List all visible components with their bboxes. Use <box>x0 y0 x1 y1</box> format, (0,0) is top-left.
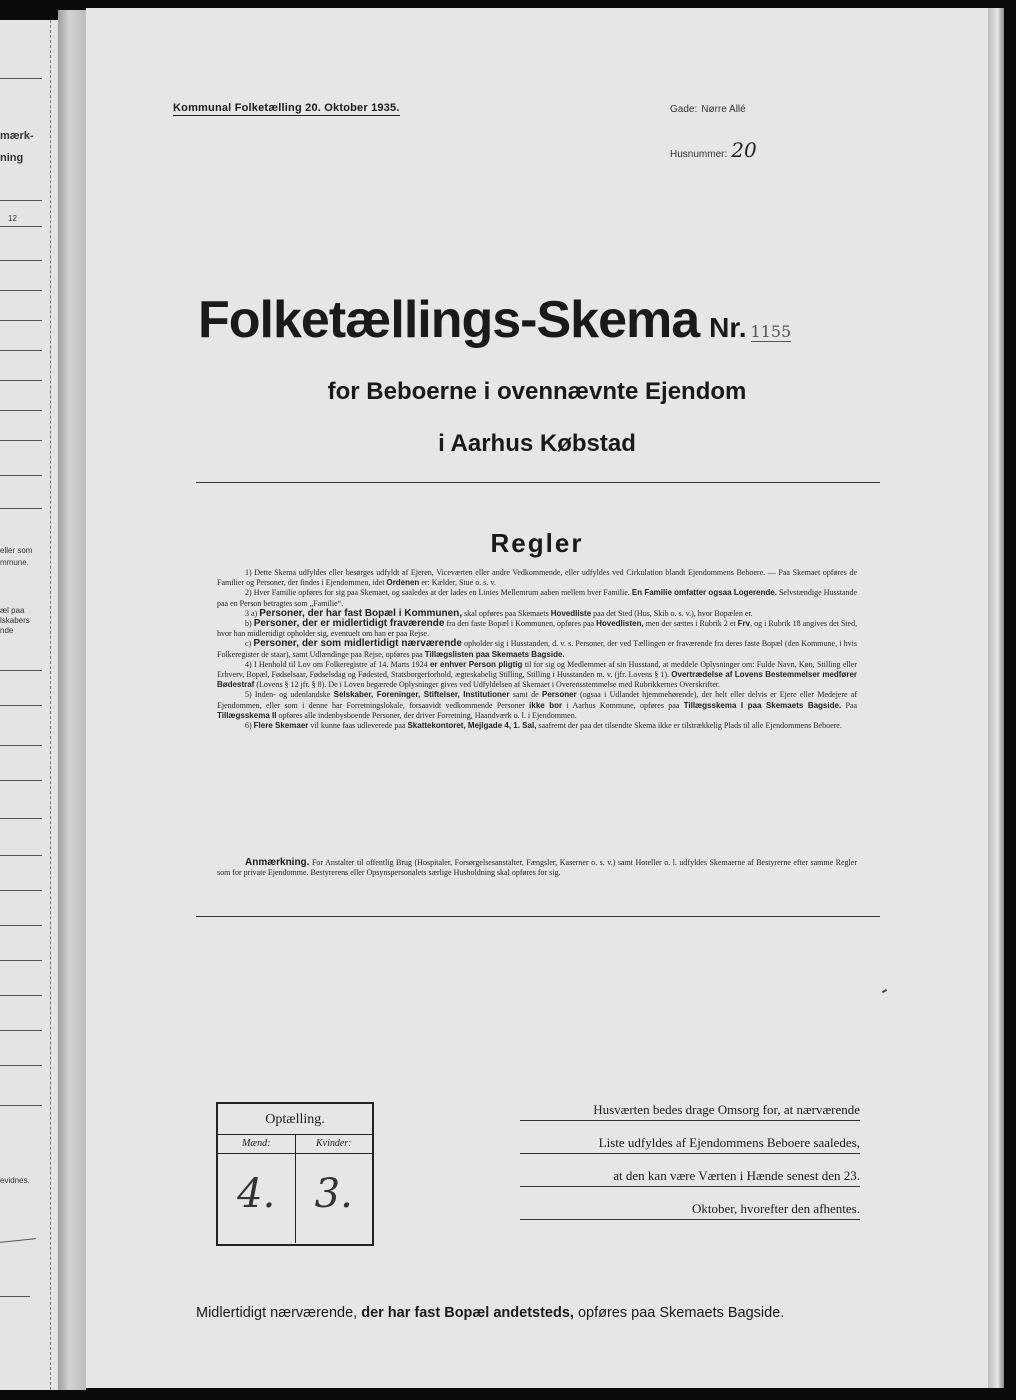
house-number-label: Husnummer: <box>670 149 728 160</box>
annotation-note <box>217 858 857 878</box>
annotation-label: Anmærkning. <box>245 857 310 868</box>
men-count: 4. <box>237 1171 276 1217</box>
annotation-text: For Anstalter til offentlig Brug (Hospitaler, Forsørgelsesanstalter, Fængsler, Kaserner o. s. v.) samt Hoteller o. l. udfyldes Skemaerne af Bestyrerne efter samme Regler som for private Ejendomme. Bestyrerens eller Opsynspersonalets særlige Husholdning skal opføres for sig. <box>217 858 857 878</box>
landlord-note <box>520 1102 860 1234</box>
fragment: æl paa <box>0 606 25 615</box>
page-edge <box>988 8 1004 1388</box>
census-form-page <box>86 8 988 1388</box>
subtitle-2: i Aarhus Købstad <box>438 430 636 457</box>
adjacent-page <box>0 20 58 1390</box>
footer-note: Midlertidigt nærværende, der har fast Bopæl andetsteds, opføres paa Skemaets Bagside. <box>196 1305 785 1321</box>
fragment: lskabers <box>0 616 30 625</box>
fragment: nde <box>0 626 14 635</box>
women-label: Kvinder: <box>296 1135 373 1154</box>
house-number-value: 20 <box>731 138 757 162</box>
rules-heading: Regler <box>490 528 584 558</box>
street-label: Gade: <box>670 104 698 115</box>
note-line: at den kan være Værten i Hænde senest den 23. <box>520 1168 860 1187</box>
address-block <box>670 104 757 172</box>
divider <box>196 916 880 917</box>
women-count: 3. <box>314 1171 353 1217</box>
subtitle-1: for Beboerne i ovennævnte Ejendom <box>327 378 747 405</box>
note-line: Liste udfyldes af Ejendommens Beboere saaledes, <box>520 1135 860 1154</box>
title-nr-label: Nr. <box>709 312 747 343</box>
fragment: eller som <box>0 546 33 555</box>
book-spine <box>58 10 86 1390</box>
form-number: 1155 <box>750 322 792 341</box>
street-value: Nørre Allé <box>701 104 746 115</box>
count-box <box>216 1102 374 1246</box>
form-title <box>198 290 918 350</box>
rules-text: 1) Dette Skema udfyldes eller besørges udfyldt af Ejeren, Viceværten eller andre Vedkommende, eller udfyldes ved Cirkulation blandt Ejendommens Beboere. — Paa Skemaet opføres de Familier og Personer, der findes i Ejendommen, idet Ordenen er: Kælder, Stue o. s. v. 2) Hver Familie opføres for sig paa Skemaet, og saaledes at der lades en Linies Mellemrum aaben mellem hver Familie. En Familie omfatter ogsaa Logerende. Selvstændige Husstande paa en Person betragtes som „Familie“. 3 a) Personer, der har fast Bopæl i Kommunen, skal opføres paa Skemaets Hovedliste paa det Sted (Hus, Skib o. s. v.), hvor Bopælen er. b) Personer, der er midlertidigt fraværende fra den faste Bopæl i Kommunen, opføres paa Hovedlisten, men der sættes i Rubrik 2 et Frv, og i Rubrik 18 angives det Sted, hvor han midlertidigt opholder sig, eventuelt om han er paa Rejse. c) Personer, der som midlertidigt nærværende opholder sig i Husstanden, d. v. s. Personer, der ved Tællingen er fraværende fra deres faste Bopæl (den Kommune, i hvis Folkeregister de staar), samt Udlændinge paa Rejse, opføres paa Tillægslisten paa Skemaets Bagside. 4) I Henhold til Lov om Folkeregistre af 14. Marts 1924 er enhver Person pligtig til for sig og Medlemmer af sin Husstand, at meddele Oplysninger om: Fulde Navn, Køn, Stilling eller Erhverv, Bopæl, Fødselsaar, Fødselsdag og Fødested, Statsborgerforhold, ægteskabelig Stilling, Stilling i Husstanden m. v. (jfr. Lovens § 1). Overtrædelse af Lovens Bestemmelser medfører Bødestraf (Lovens § 12 jfr. § 8). De i Loven begærede Oplysninger gives ved Udfyldelsen af Skemaet i Overensstemmelse med Rubrikkernes Overskrifter. 5) Inden- og udenlandske Selskaber, Foreninger, Stiftelser, Institutioner samt de Personer (ogsaa i Udlandet hjemmehørende), der helt eller delvis er Ejere eller Medejere af Ejendommen, eller som i denne har Forretningslokale, forsaavidt vedkommende Personer ikke bor i Aarhus Kommune, opføres paa Tillægsskema I paa Skemaets Bagside. Paa Tillægsskema II opføres alle indenbysboende Personer, der driver Forretning, Haandværk o. l. i Ejendommen. 6) Flere Skemaer vil kunne faas udleverede paa Skattekontoret, Mejlgade 4, 1. Sal, saafremt der paa det tilsendte Skema ikke er tilstrækkelig Plads til alle Ejendommens Beboere. <box>217 568 858 731</box>
note-line: Husværten bedes drage Omsorg for, at nærværende <box>520 1102 860 1121</box>
title-main: Folketællings-Skema <box>198 291 700 349</box>
fragment: 12 <box>8 214 17 223</box>
note-line: Oktober, hvorefter den afhentes. <box>520 1201 860 1220</box>
fragment: ning <box>0 152 24 164</box>
count-title: Optælling. <box>218 1104 372 1135</box>
fragment: mærk- <box>0 130 34 142</box>
divider <box>196 482 880 483</box>
fragment: mmune. <box>0 558 29 567</box>
fragment: evidnes. <box>0 1176 30 1185</box>
men-label: Mænd: <box>218 1135 295 1154</box>
census-header: Kommunal Folketælling 20. Oktober 1935. <box>173 102 400 114</box>
